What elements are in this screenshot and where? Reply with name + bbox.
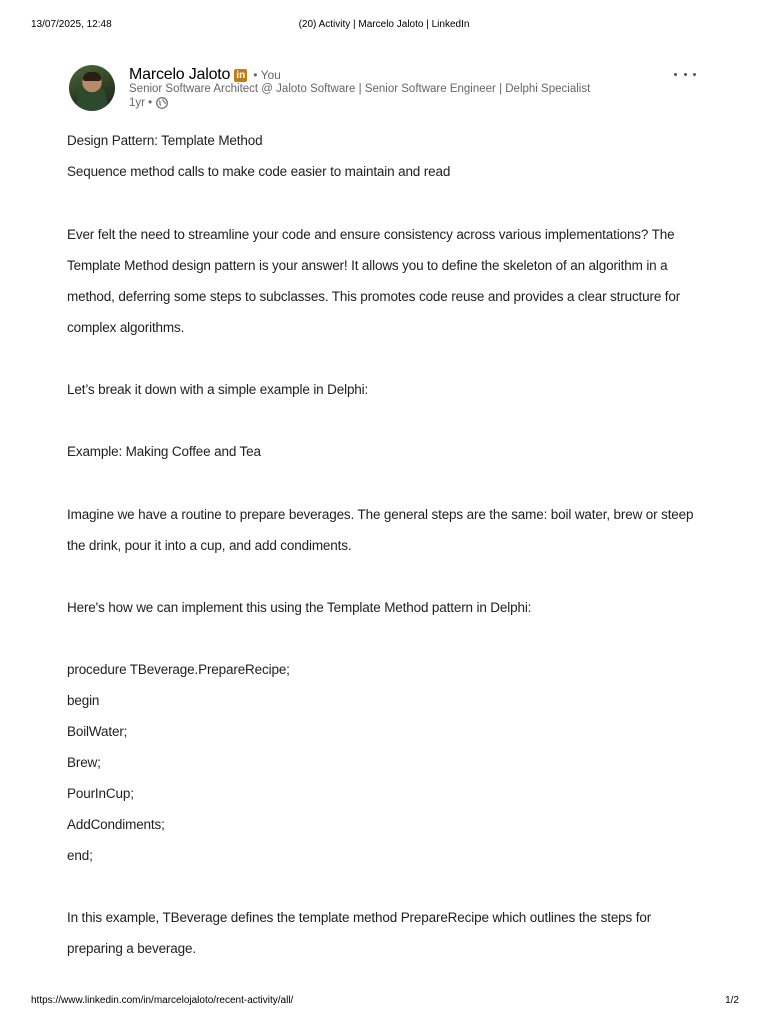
post-age: 1yr • (129, 97, 153, 109)
author-headline: Senior Software Architect @ Jaloto Software | Senior Software Engineer | Delphi Specialist (129, 83, 591, 95)
print-url: https://www.linkedin.com/in/marcelojaloto/recent-activity/all/ (31, 995, 294, 1006)
post-line: Let’s break it down with a simple example in Delphi: (67, 382, 369, 397)
code-line: AddCondiments; (67, 817, 165, 832)
post-line: Example: Making Coffee and Tea (67, 444, 261, 459)
code-line: Brew; (67, 755, 101, 770)
avatar[interactable] (69, 65, 115, 111)
post-line: Design Pattern: Template Method (67, 133, 263, 148)
print-header (0, 19, 768, 33)
post-line: Ever felt the need to streamline your code and ensure consistency across various implementations? The (67, 227, 675, 242)
code-line: begin (67, 693, 100, 708)
you-label: • You (253, 68, 281, 82)
print-datetime: 13/07/2025, 12:48 (31, 19, 112, 30)
code-line: PourInCup; (67, 786, 134, 801)
author-name[interactable]: Marcelo Jaloto (129, 66, 231, 83)
post-line: Template Method design pattern is your answer! It allows you to define the skeleton of an algorithm in a (67, 258, 668, 273)
post-line: Sequence method calls to make code easier to maintain and read (67, 164, 451, 179)
code-line: procedure TBeverage.PrepareRecipe; (67, 662, 290, 677)
post-meta (129, 97, 168, 109)
post-line: method, deferring some steps to subclasses. This promotes code reuse and provides a clear structure for (67, 289, 681, 304)
post-line: preparing a beverage. (67, 941, 196, 956)
post-line: Imagine we have a routine to prepare beverages. The general steps are the same: boil water, brew or steep (67, 507, 694, 522)
more-options-button[interactable] (674, 66, 696, 82)
post-line: complex algorithms. (67, 320, 185, 335)
post-line: In this example, TBeverage defines the template method PrepareRecipe which outlines the steps for (67, 910, 652, 925)
print-footer (0, 995, 768, 1009)
post-line: the drink, pour it into a cup, and add condiments. (67, 538, 352, 553)
code-line: end; (67, 848, 93, 863)
print-page-number: 1/2 (725, 995, 739, 1006)
print-page-title: (20) Activity | Marcelo Jaloto | LinkedIn (298, 19, 470, 30)
globe-icon (156, 97, 168, 109)
linkedin-badge-icon: in (234, 69, 247, 82)
more-horizontal-icon (674, 73, 677, 76)
post-line: Here's how we can implement this using the Template Method pattern in Delphi: (67, 600, 532, 615)
code-line: BoilWater; (67, 724, 128, 739)
